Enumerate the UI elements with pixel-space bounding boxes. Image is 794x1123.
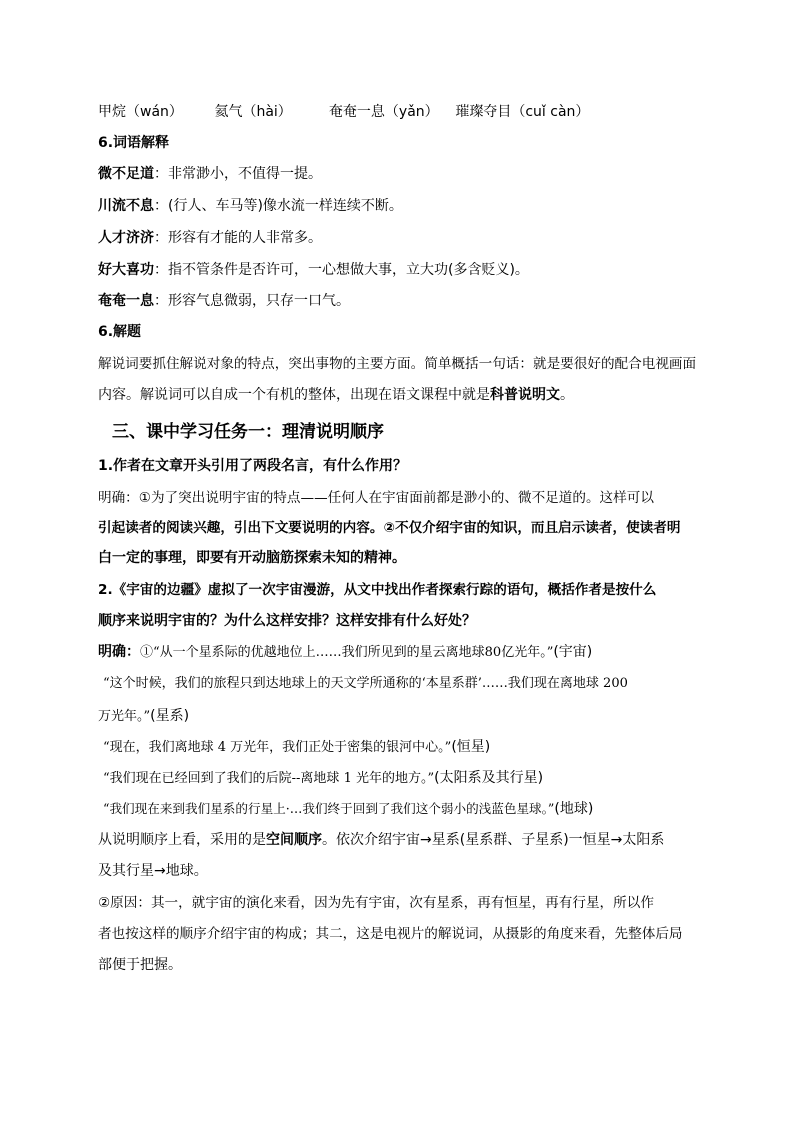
vocab-definition: ：形容气息微弱，只存一口气。: [154, 293, 350, 309]
text-run: 。依次介绍宇宙→星系(星系群、子星系)一恒星→太阳系: [322, 832, 665, 848]
vocab-item: [98, 260, 529, 280]
vocab-term: 奄奄一息: [98, 293, 154, 309]
vocab-term: 川流不息: [98, 198, 154, 214]
vocab-term: 人才济济: [98, 230, 154, 246]
answer-1-line: 明确：①为了突出说明宇宙的特点——任何人在宇宙面前都是渺小的、微不足道的。这样可以: [98, 490, 654, 506]
pinyin-item: 奄奄一息（yǎn）: [328, 104, 439, 120]
reason-line: 部便于把握。: [98, 957, 182, 973]
quote-tag: (宇宙): [553, 644, 593, 660]
quote-text: “我们现在已经回到了我们的后院--离地球 1 光年的地方。”: [103, 771, 435, 786]
vocab-definition: ：形容有才能的人非常多。: [154, 230, 322, 246]
vocab-definition: ：非常渺小，不值得一提。: [154, 166, 322, 182]
pinyin-item: 甲烷（wán）: [98, 104, 183, 120]
vocab-heading: 6.词语解释: [98, 135, 170, 151]
quote-text: 万光年。”: [98, 709, 151, 724]
answer-1-line: 白一定的事理，即要有开动脑筋探索未知的精神。: [98, 550, 406, 566]
text-run: 。: [560, 387, 574, 403]
text-run: 内容。解说词可以自成一个有机的整体，出现在语文课程中就是: [98, 387, 490, 403]
answer-1-line: 引起读者的阅读兴趣，引出下文要说明的内容。②不仅介绍宇宙的知识，而且启示读者，使读者明: [98, 520, 681, 536]
quote-tag: (太阳系及其行星): [434, 770, 544, 786]
jieti-paragraph-line: 解说词要抓住解说对象的特点，突出事物的主要方面。简单概括一句话：就是要很好的配合电视画面: [98, 356, 697, 372]
order-line: [98, 830, 664, 850]
vocab-definition: ：指不管条件是否许可，一心想做大事，立大功(多含贬义)。: [154, 262, 529, 278]
pinyin-line: [98, 102, 589, 122]
vocab-term: 微不足道: [98, 166, 154, 182]
question-2-line: 2.《宇宙的边疆》虚拟了一次宇宙漫游，从文中找出作者探索行踪的语句，概括作者是按什么: [98, 582, 657, 598]
vocab-item: [98, 196, 403, 216]
quote-text: “我们现在来到我们星系的行星上·…我们终于回到了我们这个弱小的浅蓝色星球。”: [103, 801, 555, 816]
vocab-item: [98, 228, 322, 248]
jieti-paragraph-line: [98, 385, 574, 405]
emphasis-text: 科普说明文: [490, 387, 560, 403]
quote-line: [98, 706, 189, 726]
text-run: 从说明顺序上看，采用的是: [98, 832, 266, 848]
quote-tag: (地球): [554, 801, 594, 817]
quote-text: “现在，我们离地球 4 万光年，我们正处于密集的银河中心。”: [103, 740, 452, 755]
pinyin-item: 璀璨夺目（cuǐ càn）: [455, 104, 590, 120]
quote-line: “这个时候，我们的旅程只到达地球上的天文学所通称的‘本星系群’……我们现在离地球 200: [103, 676, 628, 691]
question-1: 1.作者在文章开头引用了两段名言，有什么作用？: [98, 458, 408, 474]
quote-tag: (恒星): [451, 739, 491, 755]
quote-line: [103, 799, 593, 819]
emphasis-text: 空间顺序: [266, 832, 322, 848]
section-heading: 三、课中学习任务一：理清说明顺序: [112, 422, 384, 442]
vocab-item: [98, 164, 322, 184]
quote-text: ①“从一个星系际的优越地位上……我们所见到的星云离地球80亿光年。”: [140, 645, 554, 660]
quote-line: [98, 642, 592, 662]
quote-tag: (星系): [150, 708, 190, 724]
vocab-item: [98, 291, 350, 311]
question-2-line: 顺序来说明宇宙的？为什么这样安排？这样安排有什么好处？: [98, 613, 476, 629]
reason-line: ②原因：其一，就宇宙的演化来看，因为先有宇宙，次有星系，再有恒星，再有行星，所以作: [98, 895, 654, 911]
quote-line: [103, 737, 490, 757]
reason-line: 者也按这样的顺序介绍宇宙的构成；其二，这是电视片的解说词，从摄影的角度来看，先整体后局: [98, 926, 683, 942]
pinyin-item: 氦气（hài）: [214, 104, 292, 120]
jieti-heading: 6.解题: [98, 324, 142, 340]
vocab-term: 好大喜功: [98, 262, 154, 278]
order-line: 及其行星→地球。: [98, 863, 208, 879]
answer-label: 明确：: [98, 644, 140, 660]
vocab-definition: ：(行人、车马等)像水流一样连续不断。: [154, 198, 403, 214]
quote-line: [103, 768, 543, 788]
